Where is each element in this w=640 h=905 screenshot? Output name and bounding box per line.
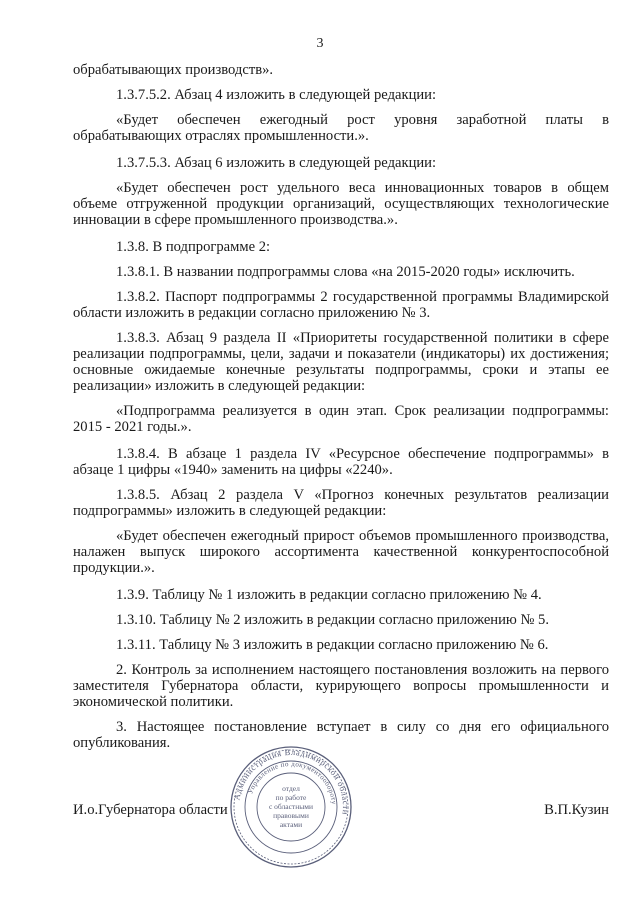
- seal-inner-line-1: отдел: [282, 784, 300, 793]
- paragraph-18: 3. Настоящее постановление вступает в силу со дня его официального опубликования.: [73, 719, 609, 751]
- seal-inner-line-2: по работе: [275, 793, 307, 802]
- paragraph-2: 1.3.7.5.2. Абзац 4 изложить в следующей редакции:: [116, 87, 437, 103]
- paragraph-14: 1.3.9. Таблицу № 1 изложить в редакции согласно приложению № 4.: [116, 587, 542, 603]
- paragraph-10: «Подпрограмма реализуется в один этап. Срок реализации подпрограммы: 2015 - 2021 годы.».: [73, 403, 609, 435]
- seal-inner-line-4: правовыми: [273, 811, 309, 820]
- seal-graphic: [228, 744, 354, 870]
- page-number: 3: [316, 36, 324, 51]
- document-body: [73, 62, 609, 760]
- paragraph-5: «Будет обеспечен рост удельного веса инновационных товаров в общем объеме отгруженной продукции организаций, осуществляющих технологические инновации в сфере промышленного производства.».: [73, 180, 609, 228]
- paragraph-9: 1.3.8.3. Абзац 9 раздела II «Приоритеты государственной политики в сфере реализации подпрограммы, цели, задачи и показатели (индикаторы) их достижения; основные ожидаемые конечные результаты подпрограммы, сроки и этапы ее реализации» изложить в следующей редакции:: [73, 330, 609, 394]
- seal-outer-text: Администрация Владимирской области: [231, 746, 352, 816]
- paragraph-1: обрабатывающих производств».: [73, 62, 274, 78]
- paragraph-4: 1.3.7.5.3. Абзац 6 изложить в следующей редакции:: [116, 155, 437, 171]
- paragraph-12: 1.3.8.5. Абзац 2 раздела V «Прогноз конечных результатов реализации подпрограммы» изложить в следующей редакции:: [73, 487, 609, 519]
- signatory-name: В.П.Кузин: [544, 802, 609, 818]
- paragraph-15: 1.3.10. Таблицу № 2 изложить в редакции согласно приложению № 5.: [116, 612, 549, 628]
- paragraph-11: 1.3.8.4. В абзаце 1 раздела IV «Ресурсное обеспечение подпрограммы» в абзаце 1 цифры «1940» заменить на цифры «2240».: [73, 446, 609, 478]
- seal-inner-line-5: актами: [279, 820, 303, 829]
- paragraph-16: 1.3.11. Таблицу № 3 изложить в редакции согласно приложению № 6.: [116, 637, 549, 653]
- paragraph-8: 1.3.8.2. Паспорт подпрограммы 2 государственной программы Владимирской области изложить в редакции согласно приложению № 3.: [73, 289, 609, 321]
- official-seal-stamp: [228, 744, 354, 870]
- paragraph-13: «Будет обеспечен ежегодный прирост объемов промышленного производства, налажен выпуск широкого ассортимента качественной конкурентоспособной продукции.».: [73, 528, 609, 576]
- paragraph-7: 1.3.8.1. В названии подпрограммы слова «на 2015-2020 годы» исключить.: [116, 264, 575, 280]
- paragraph-17: 2. Контроль за исполнением настоящего постановления возложить на первого заместителя Губернатора области, курирующего вопросы промышленности и экономической политики.: [73, 662, 609, 710]
- signatory-title: И.о.Губернатора области: [73, 802, 228, 818]
- paragraph-6: 1.3.8. В подпрограмме 2:: [116, 239, 271, 255]
- seal-inner-line-3: с областными: [268, 802, 314, 811]
- seal-department-text: Управление по документообороту: [246, 759, 338, 806]
- paragraph-3: «Будет обеспечен ежегодный рост уровня заработной платы в обрабатывающих отраслях промышленности.».: [73, 112, 609, 144]
